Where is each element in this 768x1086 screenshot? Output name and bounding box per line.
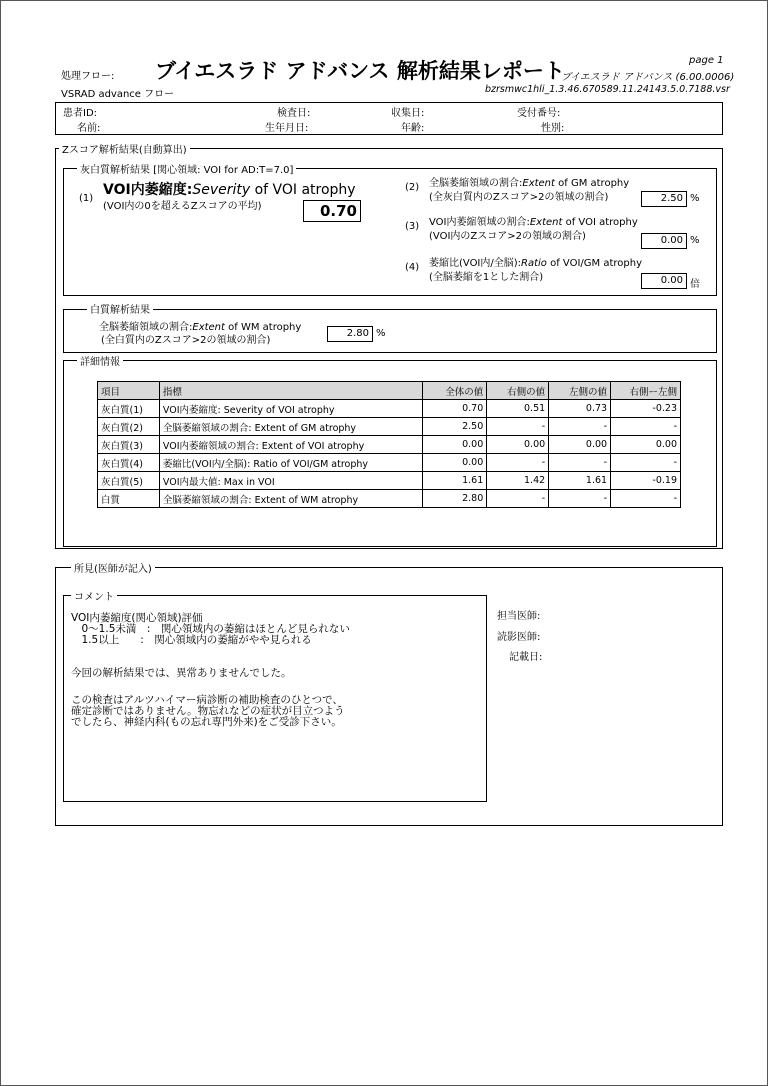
comment-text[interactable] — [71, 613, 350, 728]
wm-result-title: 白質解析結果 — [87, 301, 153, 316]
comment-line — [71, 679, 350, 690]
table-row — [98, 472, 681, 490]
wm-label-jp: 全脳萎縮領域の割合: — [99, 322, 193, 333]
cell-left: - — [549, 454, 611, 472]
cell-diff: - — [611, 418, 681, 436]
cell-diff: -0.19 — [611, 472, 681, 490]
comment-line — [71, 646, 350, 657]
collect-date-label: 収集日: — [391, 108, 425, 119]
cell-diff: - — [611, 454, 681, 472]
column-header: 右側ー左側 — [611, 382, 681, 400]
gm-item1-label-en: of VOI atrophy — [250, 182, 356, 198]
cell-total: 2.50 — [423, 418, 487, 436]
gm-item2-label-jp: 全脳萎縮領域の割合: — [429, 178, 523, 189]
cell-left: - — [549, 418, 611, 436]
record-date-label: 記載日: — [509, 652, 543, 663]
table-row — [98, 454, 681, 472]
column-header: 左側の値 — [549, 382, 611, 400]
gm-result-title: 灰白質解析結果 [関心領域: VOI for AD:T=7.0] — [77, 161, 296, 176]
comment-title: コメント — [71, 588, 117, 603]
exam-date-label: 検査日: — [277, 108, 311, 119]
gm-item3-unit: % — [690, 235, 700, 246]
cell-right: - — [487, 490, 549, 508]
cell-metric: 全脳萎縮領域の割合: Extent of GM atrophy — [159, 418, 422, 436]
comment-line: 0〜1.5未満 : 関心領域内の萎縮はほとんど見られない — [71, 623, 350, 635]
cell-right: 0.51 — [487, 400, 549, 418]
wm-label-en-italic: Extent — [192, 322, 225, 333]
gm-item1-label — [103, 179, 356, 199]
comment-line: この検査はアルツハイマー病診断の補助検査のひとつで、 — [71, 694, 343, 706]
comment-line: 1.5以上 : 関心領域内の萎縮がやや見られる — [71, 634, 312, 646]
comment-line: 確定診断ではありません。物忘れなどの症状が目立つよう — [71, 705, 345, 717]
cell-total: 0.00 — [423, 454, 487, 472]
cell-metric: VOI内萎縮度: Severity of VOI atrophy — [159, 400, 422, 418]
wm-unit: % — [376, 328, 386, 339]
patient-name-label: 名前: — [77, 123, 101, 134]
gm-item4-label-en: of VOI/GM atrophy — [546, 258, 643, 269]
gm-item1-number: (1) — [79, 193, 94, 204]
gm-item4-value: 0.00 — [641, 273, 687, 289]
reader-label: 読影医師: — [497, 632, 541, 643]
gm-item4-unit: 倍 — [690, 279, 700, 290]
gm-item4-label-en-italic: Ratio — [521, 258, 547, 269]
wm-value: 2.80 — [327, 326, 373, 342]
cell-total: 0.70 — [423, 400, 487, 418]
patient-id-label: 患者ID: — [63, 108, 98, 119]
cell-diff: -0.23 — [611, 400, 681, 418]
wm-label-en: of WM atrophy — [224, 322, 302, 333]
birth-date-label: 生年月日: — [265, 123, 309, 134]
column-header: 項目 — [98, 382, 160, 400]
table-row — [98, 400, 681, 418]
cell-item: 灰白質(1) — [98, 400, 160, 418]
gm-item3-label-en: of VOI atrophy — [562, 217, 638, 228]
cell-left: 0.00 — [549, 436, 611, 454]
gm-item1-label-en-italic: Severity — [192, 182, 251, 198]
gm-item1-value: 0.70 — [303, 200, 361, 222]
gm-item4-number: (4) — [405, 262, 420, 273]
cell-diff: - — [611, 490, 681, 508]
gm-item2-value: 2.50 — [641, 191, 687, 207]
detail-title: 詳細情報 — [77, 353, 123, 368]
gm-item1-description: (VOI内の0を超えるZスコアの平均) — [103, 201, 262, 212]
sex-label: 性別: — [541, 123, 565, 134]
gm-item2-unit: % — [690, 193, 700, 204]
table-row — [98, 490, 681, 508]
comment-line: でしたら、神経内科(もの忘れ専門外来)をご受診下さい。 — [71, 716, 342, 728]
gm-item4-label — [429, 254, 642, 269]
cell-item: 灰白質(2) — [98, 418, 160, 436]
cell-total: 0.00 — [423, 436, 487, 454]
cell-item: 灰白質(4) — [98, 454, 160, 472]
gm-item2-number: (2) — [405, 182, 420, 193]
wm-description: (全白質内のZスコア>2の領域の割合) — [101, 335, 271, 346]
gm-item2-label-en-italic: Extent — [522, 178, 555, 189]
page-number: page 1 — [689, 55, 724, 66]
app-version: ブイエスラド アドバンス (6.00.0006) — [561, 72, 735, 83]
cell-metric: VOI内萎縮領域の割合: Extent of VOI atrophy — [159, 436, 422, 454]
cell-item: 白質 — [98, 490, 160, 508]
column-header: 指標 — [159, 382, 422, 400]
cell-metric: 萎縮比(VOI内/全脳): Ratio of VOI/GM atrophy — [159, 454, 422, 472]
zscore-section-title: Zスコア解析結果(自動算出) — [59, 141, 190, 156]
gm-item3-description: (VOI内のZスコア>2の領域の割合) — [429, 231, 586, 242]
report-title: ブイエスラド アドバンス 解析結果レポート — [155, 59, 565, 83]
cell-left: 0.73 — [549, 400, 611, 418]
cell-right: - — [487, 454, 549, 472]
gm-item1-label-jp: VOI内萎縮度: — [103, 182, 193, 198]
gm-item4-label-jp: 萎縮比(VOI内/全脳): — [429, 258, 522, 269]
cell-right: - — [487, 418, 549, 436]
cell-right: 0.00 — [487, 436, 549, 454]
gm-item3-label — [429, 213, 638, 228]
cell-item: 灰白質(3) — [98, 436, 160, 454]
gm-item3-value: 0.00 — [641, 233, 687, 249]
column-header: 右側の値 — [487, 382, 549, 400]
gm-item2-label — [429, 174, 629, 189]
cell-left: 1.61 — [549, 472, 611, 490]
cell-item: 灰白質(5) — [98, 472, 160, 490]
gm-item3-label-en-italic: Extent — [529, 217, 563, 228]
cell-total: 2.80 — [423, 490, 487, 508]
comment-line: 今回の解析結果では、異常ありませんでした。 — [71, 667, 292, 679]
age-label: 年齢: — [401, 123, 425, 134]
detail-table — [97, 381, 681, 508]
flow-label: 処理フロー: — [61, 71, 115, 82]
cell-metric: 全脳萎縮領域の割合: Extent of WM atrophy — [159, 490, 422, 508]
gm-item3-label-jp: VOI内萎縮領域の割合: — [429, 217, 530, 228]
flow-value: VSRAD advance フロー — [61, 89, 175, 100]
file-name: bzrsmwc1hli_1.3.46.670589.11.24143.5.0.7188.vsr — [485, 84, 730, 95]
column-header: 全体の値 — [423, 382, 487, 400]
reception-number-label: 受付番号: — [517, 108, 561, 119]
gm-item2-description: (全灰白質内のZスコア>2の領域の割合) — [429, 192, 609, 203]
doctor-label: 担当医師: — [497, 611, 541, 622]
cell-metric: VOI内最大値: Max in VOI — [159, 472, 422, 490]
cell-right: 1.42 — [487, 472, 549, 490]
cell-left: - — [549, 490, 611, 508]
patient-info-box — [55, 102, 723, 135]
findings-title: 所見(医師が記入) — [71, 560, 155, 575]
table-row — [98, 436, 681, 454]
gm-item3-number: (3) — [405, 221, 420, 232]
gm-item2-label-en: of GM atrophy — [554, 178, 630, 189]
detail-table-header — [98, 382, 681, 400]
table-row — [98, 418, 681, 436]
cell-total: 1.61 — [423, 472, 487, 490]
comment-line: VOI内萎縮度(関心領域)評価 — [71, 612, 203, 624]
gm-item4-description: (全脳萎縮を1とした割合) — [429, 272, 544, 283]
cell-diff: 0.00 — [611, 436, 681, 454]
